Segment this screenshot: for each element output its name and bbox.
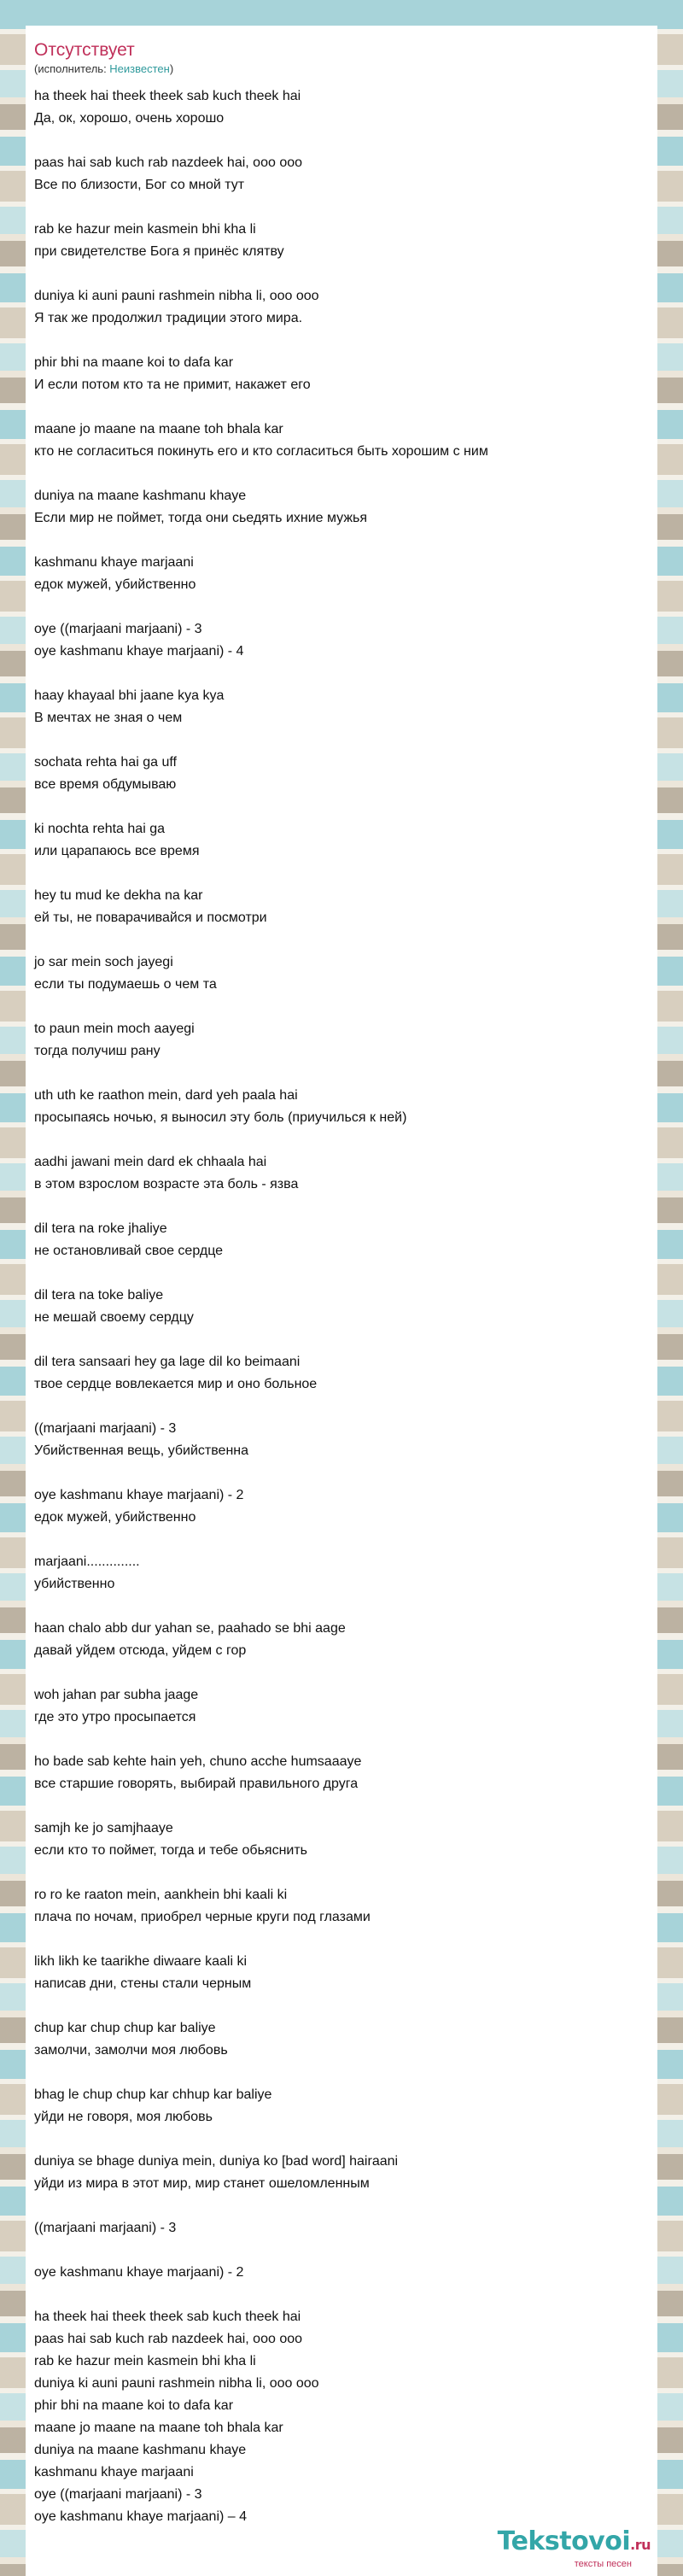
lyric-stanza xyxy=(34,1085,649,1129)
lyric-line: Убийственная вещь, убийственна xyxy=(34,1443,249,1458)
lyric-line: плача по ночам, приобрел черные круги под глазами xyxy=(34,1910,371,1924)
lyric-line: oye kashmanu khaye marjaani) - 4 xyxy=(34,644,244,659)
artist-suffix: ) xyxy=(169,62,174,75)
lyric-line: Да, ок, хорошо, очень хорошо xyxy=(34,111,225,126)
lyric-line: ro ro ke raaton mein, aankhein bhi kaali ki xyxy=(34,1888,288,1902)
lyric-line: Все по близости, Бог со мной тут xyxy=(34,178,245,192)
lyric-line: ha theek hai theek theek sab kuch theek hai xyxy=(34,2310,301,2324)
lyric-line: paas hai sab kuch rab nazdeek hai, ooo ooo xyxy=(34,155,303,170)
lyric-line: samjh ke jo samjhaaye xyxy=(34,1821,173,1835)
lyric-line: rab ke hazur mein kasmein bhi kha li xyxy=(34,2354,256,2368)
lyric-stanza xyxy=(34,1285,649,1329)
lyric-line: kashmanu khaye marjaani xyxy=(34,555,194,570)
lyric-stanza xyxy=(34,1751,649,1795)
lyric-line: haan chalo abb dur yahan se, paahado se bhi aage xyxy=(34,1621,346,1636)
lyric-stanza xyxy=(34,485,649,530)
lyric-stanza xyxy=(34,1218,649,1262)
lyric-stanza xyxy=(34,1684,649,1729)
lyric-line: кто не согласиться покинуть его и кто согласиться быть хорошим с ним xyxy=(34,444,488,459)
lyric-stanza xyxy=(34,219,649,263)
lyric-line: dil tera na toke baliye xyxy=(34,1288,164,1303)
lyric-line: просыпаясь ночью, я выносил эту боль (приучилься к ней) xyxy=(34,1110,407,1125)
lyric-stanza xyxy=(34,685,649,729)
lyric-stanza xyxy=(34,885,649,929)
lyric-line: kashmanu khaye marjaani xyxy=(34,2465,194,2479)
lyric-line: duniya na maane kashmanu khaye xyxy=(34,2443,247,2457)
lyric-line: oye ((marjaani marjaani) - 3 xyxy=(34,2487,202,2502)
lyric-line: едок мужей, убийственно xyxy=(34,577,196,592)
lyric-stanza xyxy=(34,818,649,863)
lyric-line: Если мир не поймет, тогда они сьедять ихние мужья xyxy=(34,511,368,525)
lyric-line: твое сердце вовлекается мир и оно больное xyxy=(34,1377,318,1391)
lyric-stanza xyxy=(34,352,649,396)
artist-line xyxy=(34,61,649,77)
lyric-line: ((marjaani marjaani) - 3 xyxy=(34,1421,177,1436)
lyric-line: В мечтах не зная о чем xyxy=(34,711,183,725)
lyric-stanza xyxy=(34,2306,649,2528)
lyric-stanza xyxy=(34,2084,649,2128)
lyric-stanza xyxy=(34,1151,649,1196)
lyric-stanza xyxy=(34,2217,649,2239)
lyric-stanza xyxy=(34,1884,649,1929)
lyric-stanza xyxy=(34,2017,649,2062)
lyric-line: ki nochta rehta hai ga xyxy=(34,822,165,836)
site-logo[interactable] xyxy=(498,2528,651,2569)
lyric-line: все старшие говорять, выбирай правильного друга xyxy=(34,1777,359,1791)
lyric-stanza xyxy=(34,2262,649,2284)
lyric-stanza xyxy=(34,285,649,330)
lyric-line: ha theek hai theek theek sab kuch theek hai xyxy=(34,89,301,103)
lyric-line: duniya na maane kashmanu khaye xyxy=(34,489,247,503)
lyric-line: написав дни, стены стали черным xyxy=(34,1976,252,1991)
lyric-line: duniya ki auni pauni rashmein nibha li, ooo ooo xyxy=(34,289,319,303)
lyric-line: woh jahan par subha jaage xyxy=(34,1688,199,1702)
logo-brand-name: Tekstovoi xyxy=(497,2526,631,2556)
lyric-line: haay khayaal bhi jaane kya kya xyxy=(34,688,225,703)
lyric-stanza xyxy=(34,1018,649,1063)
lyric-stanza xyxy=(34,552,649,596)
lyric-stanza xyxy=(34,1618,649,1662)
lyric-line: to paun mein moch aayegi xyxy=(34,1022,195,1036)
lyric-line: hey tu mud ke dekha na kar xyxy=(34,888,203,903)
lyric-stanza xyxy=(34,1951,649,1995)
lyric-stanza xyxy=(34,1418,649,1462)
lyric-stanza xyxy=(34,419,649,463)
lyric-line: oye ((marjaani marjaani) - 3 xyxy=(34,622,202,636)
lyric-line: phir bhi na maane koi to dafa kar xyxy=(34,355,234,370)
lyric-line: уйди не говоря, моя любовь xyxy=(34,2110,213,2124)
lyric-line: едок мужей, убийственно xyxy=(34,1510,196,1525)
lyric-stanza xyxy=(34,85,649,130)
lyric-line: ей ты, не поварачивайся и посмотри xyxy=(34,910,267,925)
lyric-line: sochata rehta hai ga uff xyxy=(34,755,177,770)
lyric-stanza xyxy=(34,1484,649,1529)
lyric-line: duniya ki auni pauni rashmein nibha li, ooo ooo xyxy=(34,2376,319,2391)
logo-domain: .ru xyxy=(630,2537,651,2553)
artist-prefix: (исполнитель: xyxy=(34,62,110,75)
lyric-line: ((marjaani marjaani) - 3 xyxy=(34,2221,177,2235)
lyric-stanza xyxy=(34,2151,649,2195)
lyric-line: phir bhi na maane koi to dafa kar xyxy=(34,2398,234,2413)
lyric-stanza xyxy=(34,152,649,196)
lyric-line: aadhi jawani mein dard ek chhaala hai xyxy=(34,1155,267,1169)
lyrics-body xyxy=(34,85,649,2528)
lyric-line: если ты подумаешь о чем та xyxy=(34,977,217,992)
lyric-line: давай уйдем отсюда, уйдем с гор xyxy=(34,1643,247,1658)
lyric-line: тогда получиш рану xyxy=(34,1044,161,1058)
lyric-stanza xyxy=(34,1351,649,1396)
lyric-stanza xyxy=(34,1818,649,1862)
lyric-line: И если потом кто та не примит, накажет его xyxy=(34,378,311,392)
lyric-line: bhag le chup chup kar chhup kar baliye xyxy=(34,2087,272,2102)
logo-brand xyxy=(498,2528,651,2559)
lyric-line: при свидетелстве Бога я принёс клятву xyxy=(34,244,284,259)
lyric-line: где это утро просыпается xyxy=(34,1710,196,1724)
lyric-line: maane jo maane na maane toh bhala kar xyxy=(34,422,283,436)
lyric-line: уйди из мира в этот мир, мир станет ошеломленным xyxy=(34,2176,370,2191)
lyric-line: не остановливай свое сердце xyxy=(34,1244,224,1258)
lyric-line: ho bade sab kehte hain yeh, chuno acche humsaaaye xyxy=(34,1754,362,1769)
lyric-stanza xyxy=(34,1551,649,1595)
lyric-line: не мешай своему сердцу xyxy=(34,1310,194,1325)
artist-link[interactable]: Неизвестен xyxy=(109,62,170,75)
logo-tagline: тексты песен xyxy=(574,2559,632,2569)
lyric-line: uth uth ke raathon mein, dard yeh paala hai xyxy=(34,1088,298,1103)
lyric-line: chup kar chup chup kar baliye xyxy=(34,2021,216,2035)
lyric-line: в этом взрослом возрасте эта боль - язва xyxy=(34,1177,299,1191)
lyric-line: если кто то поймет, тогда и тебе обьяснить xyxy=(34,1843,308,1858)
lyric-line: paas hai sab kuch rab nazdeek hai, ooo ooo xyxy=(34,2332,303,2346)
lyric-line: likh likh ke taarikhe diwaare kaali ki xyxy=(34,1954,247,1969)
song-title: Отсутствует xyxy=(34,40,135,60)
lyric-line: oye kashmanu khaye marjaani) – 4 xyxy=(34,2509,248,2524)
lyric-stanza xyxy=(34,951,649,996)
lyric-line: oye kashmanu khaye marjaani) - 2 xyxy=(34,1488,244,1502)
lyric-line: marjaani.............. xyxy=(34,1554,140,1569)
lyric-line: rab ke hazur mein kasmein bhi kha li xyxy=(34,222,256,237)
lyric-line: jo sar mein soch jayegi xyxy=(34,955,173,969)
lyrics-page xyxy=(26,26,657,2576)
lyric-line: или царапаюсь все время xyxy=(34,844,200,858)
lyric-line: maane jo maane na maane toh bhala kar xyxy=(34,2421,283,2435)
lyric-line: убийственно xyxy=(34,1577,115,1591)
lyric-line: замолчи, замолчи моя любовь xyxy=(34,2043,228,2058)
lyric-line: dil tera sansaari hey ga lage dil ko beimaani xyxy=(34,1355,301,1369)
lyric-stanza xyxy=(34,752,649,796)
lyric-line: dil tera na roke jhaliye xyxy=(34,1221,167,1236)
lyric-line: все время обдумываю xyxy=(34,777,177,792)
lyric-line: duniya se bhage duniya mein, duniya ko [bad word] hairaani xyxy=(34,2154,399,2169)
lyric-stanza xyxy=(34,618,649,663)
lyric-line: Я так же продолжил традиции этого мира. xyxy=(34,311,303,325)
lyric-line: oye kashmanu khaye marjaani) - 2 xyxy=(34,2265,244,2280)
